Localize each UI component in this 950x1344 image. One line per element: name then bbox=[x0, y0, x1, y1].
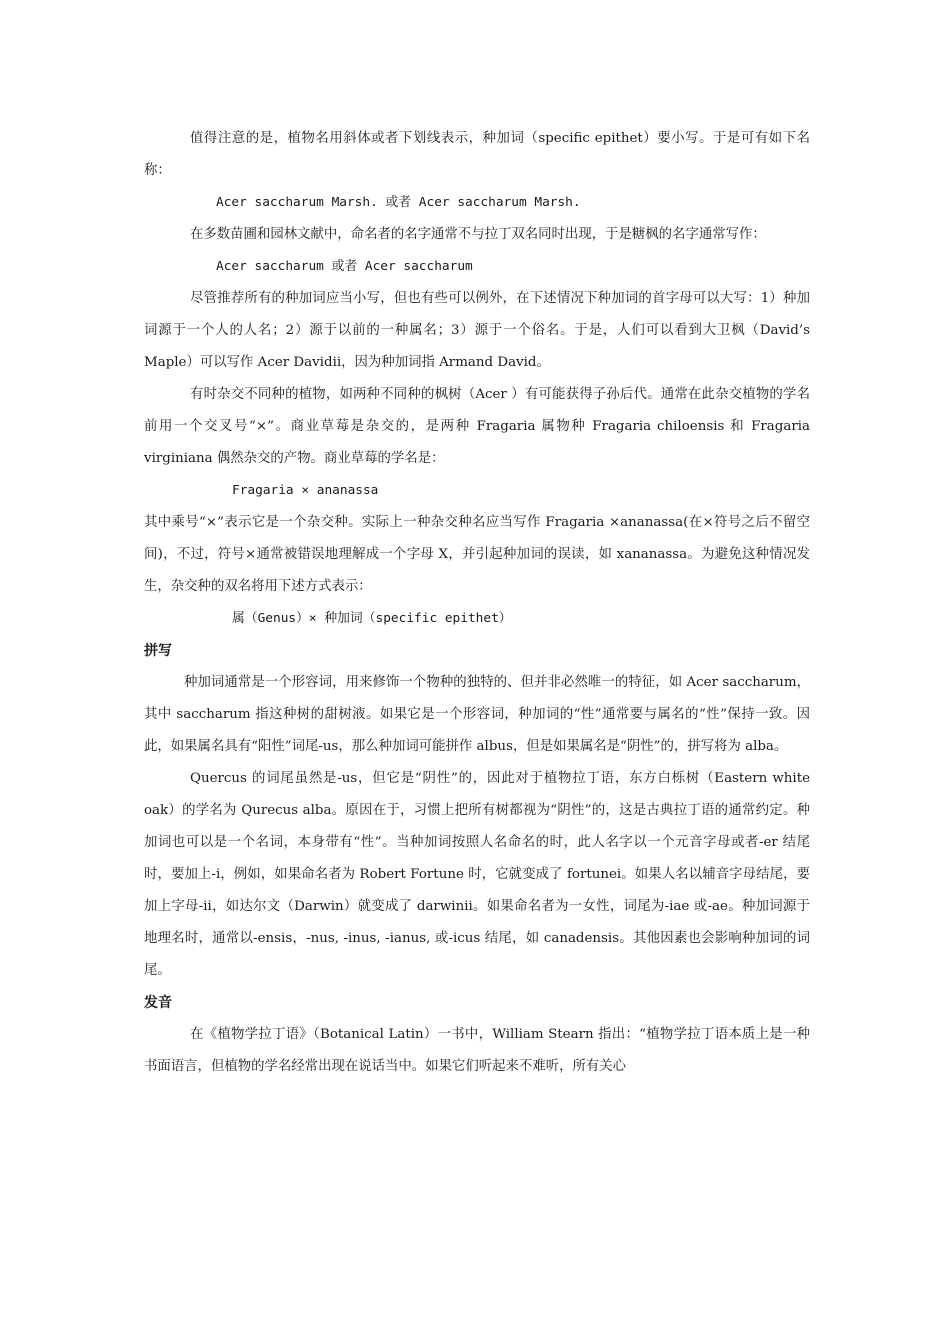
section-heading-pronunciation: 发音 bbox=[144, 995, 172, 1011]
paragraph-botanical-latin: 在《植物学拉丁语》（Botanical Latin）一书中，William Stearn 指出：“植物学拉丁语本质上是一种书面语言，但植物的学名经常出现在说话当中。如果它们听起来不难听，所有关心 bbox=[144, 1027, 810, 1074]
paragraph-nursery-literature: 在多数苗圃和园林文献中，命名者的名字通常不与拉丁双名同时出现，于是糖枫的名字通常写作： bbox=[190, 227, 766, 242]
paragraph-hybrids: 有时杂交不同种的植物，如两种不同种的枫树（Acer ）有可能获得子孙后代。通常在此杂交植物的学名前用一个交叉号“×”。商业草莓是杂交的，是两种 Fragaria 属物种 Fragaria chiloensis 和 Fragaria virginiana 偶然杂交的产物。商业草莓的学名是： bbox=[144, 387, 810, 466]
paragraph-spelling-adjective: 种加词通常是一个形容词，用来修饰一个物种的独特的、但并非必然唯一的特征，如 Acer saccharum，其中 saccharum 指这种树的甜树液。如果它是一个形容词，种加词的“性”通常要与属名的“性”保持一致。因此，如果属名具有“阳性”词尾-us，那么种加词可能拼作 albus，但是如果属名是“阴性”的，拼写将为 alba。 bbox=[144, 675, 810, 754]
document-page bbox=[144, 123, 810, 1083]
section-heading-spelling: 拼写 bbox=[144, 643, 172, 659]
example-acer-saccharum-marsh: Acer saccharum Marsh. 或者 Acer saccharum Marsh. bbox=[216, 195, 581, 210]
paragraph-multiplication-sign: 其中乘号“×”表示它是一个杂交种。实际上一种杂交种名应当写作 Fragaria ×ananassa(在×符号之后不留空间)，不过，符号×通常被错误地理解成一个字母 X，并引起种加词的误读，如 xananassa。为避免这种情况发生，杂交种的双名将用下述方式表示： bbox=[144, 515, 810, 594]
paragraph-lowercase-epithet: 值得注意的是，植物名用斜体或者下划线表示，种加词（specific epithet）要小写。于是可有如下名称： bbox=[144, 131, 810, 178]
example-fragaria-ananassa: Fragaria × ananassa bbox=[232, 483, 379, 498]
example-genus-epithet-format: 属（Genus）× 种加词（specific epithet） bbox=[232, 611, 512, 626]
example-acer-saccharum: Acer saccharum 或者 Acer saccharum bbox=[216, 259, 473, 274]
paragraph-capitalization-exceptions: 尽管推荐所有的种加词应当小写，但也有些可以例外，在下述情况下种加词的首字母可以大写：1）种加词源于一个人的人名；2）源于以前的一种属名；3）源于一个俗名。于是，人们可以看到大卫枫（David’s Maple）可以写作 Acer Davidii，因为种加词指 Armand David。 bbox=[144, 291, 810, 370]
paragraph-quercus-gender: Quercus 的词尾虽然是-us，但它是“阴性”的，因此对于植物拉丁语，东方白栎树（Eastern white oak）的学名为 Qurecus alba。原因在于，习惯上把所有树都视为“阴性”的，这是古典拉丁语的通常约定。种加词也可以是一个名词，本身带有“性”。当种加词按照人名命名的时，此人名字以一个元音字母或者-er 结尾时，要加上-i，例如，如果命名者为 Robert Fortune 时，它就变成了 fortunei。如果人名以辅音字母结尾，要加上字母-ii，如达尔文（Darwin）就变成了 darwinii。如果命名者为一女性，词尾为-iae 或-ae。种加词源于地理名时，通常以-ensis，-nus, -inus, -ianus, 或-icus 结尾，如 canadensis。其他因素也会影响种加词的词尾。 bbox=[144, 771, 810, 978]
